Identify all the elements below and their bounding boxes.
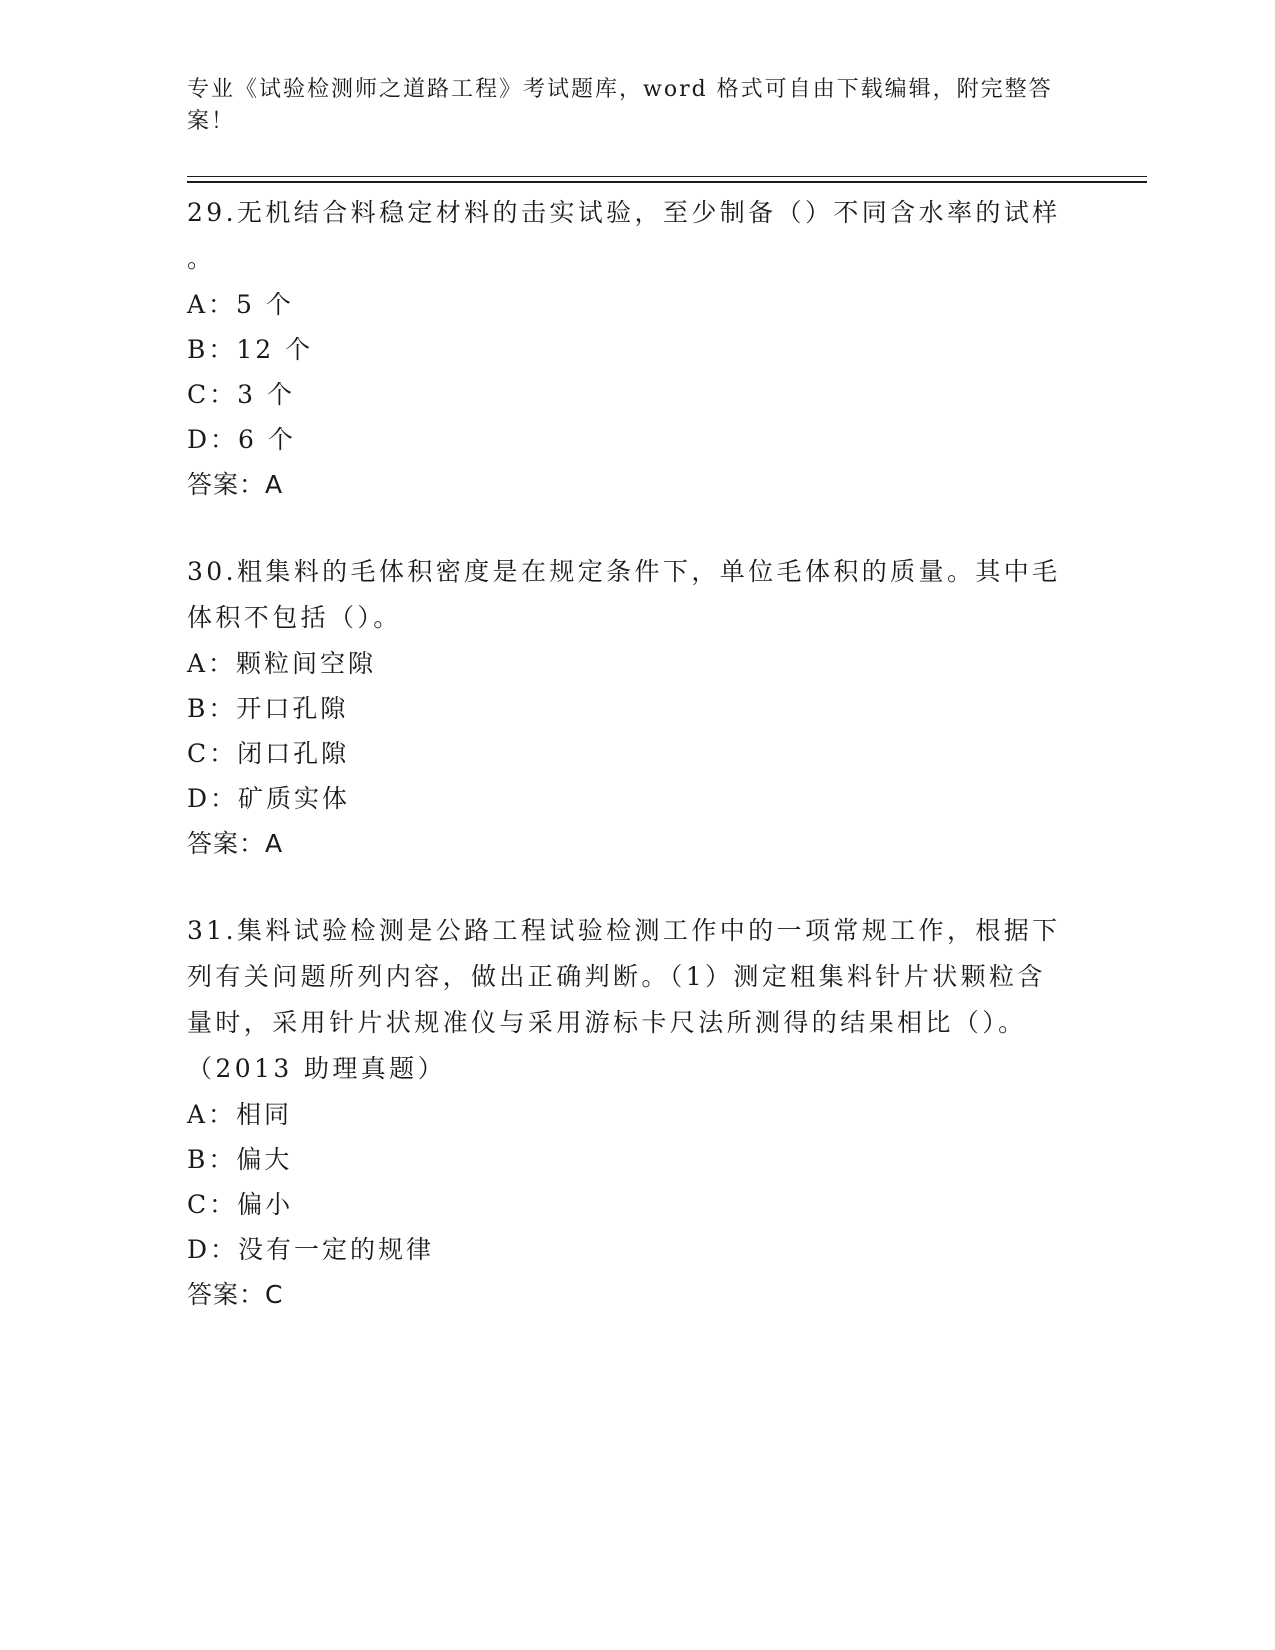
option-b: B：偏大 (187, 1145, 293, 1174)
option-b: B：开口孔隙 (187, 694, 349, 723)
header-divider-thick (187, 181, 1147, 183)
option-c: C：闭口孔隙 (187, 739, 350, 768)
question-stem-continued: 体积不包括（）。 (187, 603, 402, 632)
question-stem: 29.无机结合料稳定材料的击实试验，至少制备（）不同含水率的试样 (187, 198, 1061, 227)
question-stem-continued: 列有关问题所列内容，做出正确判断。（1）测定粗集料针片状颗粒含 (187, 962, 1046, 991)
option-d: D：6 个 (187, 425, 296, 454)
question-stem-continued: 。 (187, 244, 216, 273)
option-a: A：5 个 (187, 290, 294, 319)
option-c: C：偏小 (187, 1190, 294, 1219)
answer: 答案：A (187, 829, 284, 858)
option-b: B：12 个 (187, 335, 314, 364)
question-stem: 30.粗集料的毛体积密度是在规定条件下，单位毛体积的质量。其中毛 (187, 557, 1061, 586)
question-stem: 31.集料试验检测是公路工程试验检测工作中的一项常规工作，根据下 (187, 916, 1061, 945)
question-31 (187, 908, 1087, 1317)
question-source-note: （2013 助理真题） (187, 1054, 446, 1083)
option-d: D：没有一定的规律 (187, 1235, 435, 1264)
option-a: A：相同 (187, 1100, 293, 1129)
question-list (187, 190, 1087, 1351)
answer: 答案：A (187, 470, 284, 499)
question-29 (187, 190, 1087, 507)
option-c: C：3 个 (187, 380, 295, 409)
answer: 答案：C (187, 1280, 284, 1309)
header-divider-thin (187, 176, 1147, 177)
question-stem-continued: 量时，采用针片状规准仪与采用游标卡尺法所测得的结果相比（）。 (187, 1008, 1027, 1037)
page-header: 专业《试验检测师之道路工程》考试题库，word 格式可自由下载编辑，附完整答案！ (187, 77, 1053, 134)
option-d: D：矿质实体 (187, 784, 351, 813)
option-a: A：颗粒间空隙 (187, 649, 377, 678)
question-30 (187, 549, 1087, 866)
